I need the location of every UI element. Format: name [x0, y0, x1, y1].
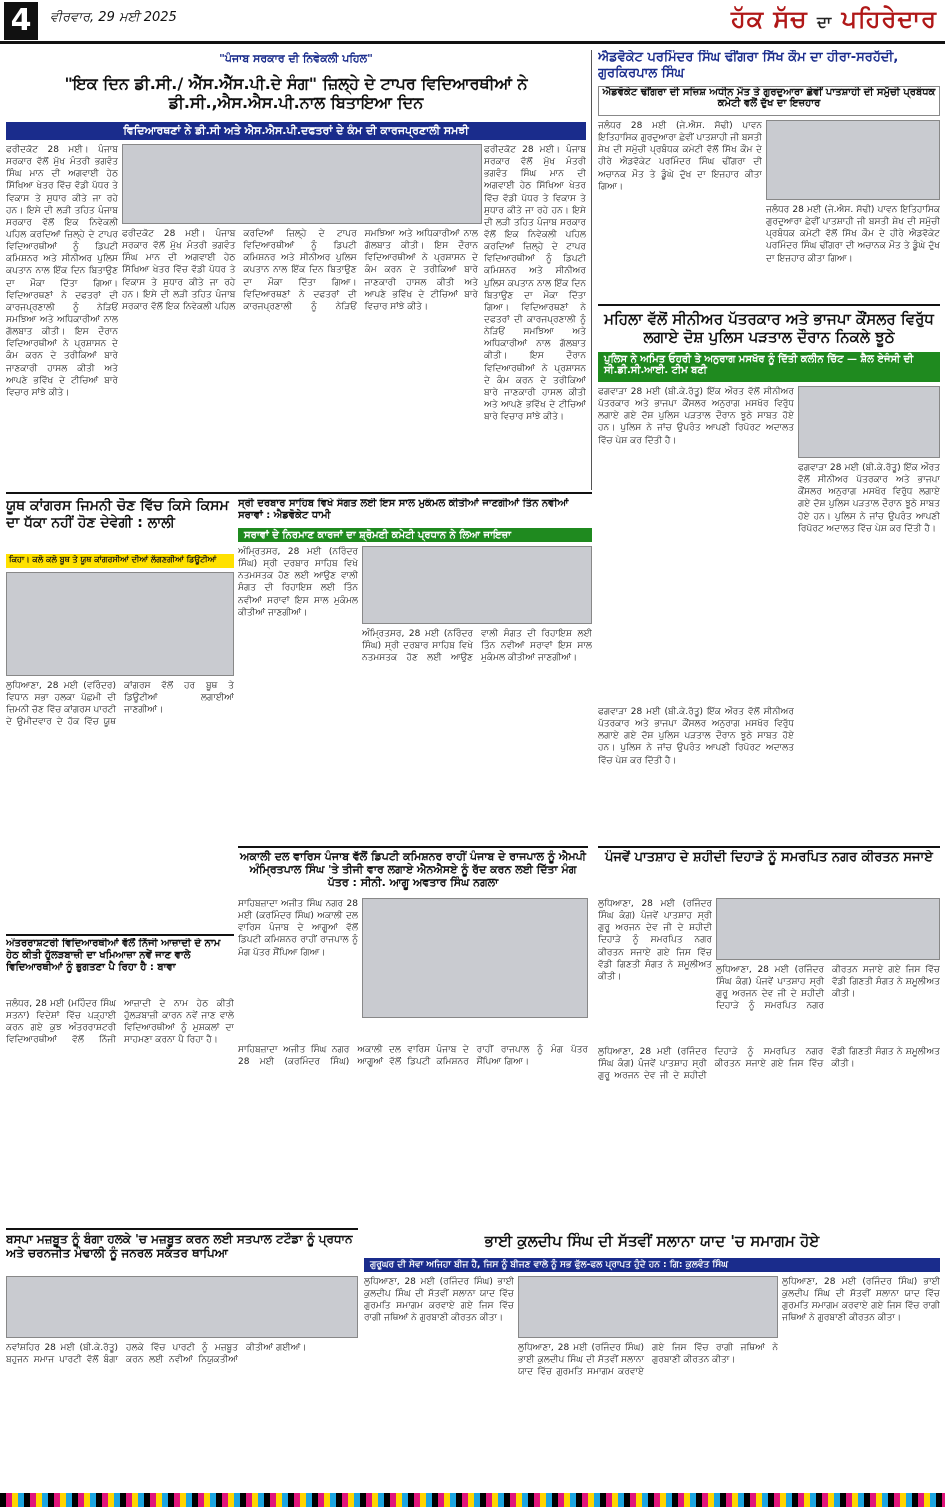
right-mid-strap: ਪੁਲਿਸ ਨੇ ਅਮਿਤ ਓਹਰੀ ਤੇ ਅਨੁਰਾਗ ਮਸਖੱਰ ਨੂੰ ਦਿੱਤੀ ਕਲੀਨ ਚਿੱਟ — ਸ਼ੈਲ ਏਜੰਸੀ ਦੀ ਸੀ.ਡੀ.ਸੀ.ਆਈ. ਟੀਮ ਬਣੀ: [598, 352, 940, 382]
right-mid-photo: [798, 386, 940, 458]
brand-logo: [731, 4, 937, 33]
akali-protest-photo: [362, 898, 588, 1018]
youth-congress-strap: ਕਿਹਾ। ਕਲੋ ਕਲੋ ਬੂਥ ਤੇ ਯੂਥ ਕਾਂਗਰਸੀਆਂ ਦੀਆਂ ਲੱਗਣਗੀਆਂ ਡਿਊਟੀਆਂ: [6, 554, 234, 568]
section-rule: [238, 846, 588, 848]
lead-strap: ਵਿਦਿਆਰਥਣਾਂ ਨੇ ਡੀ.ਸੀ ਅਤੇ ਐਸ.ਐਸ.ਪੀ.ਦਫਤਰਾਂ ਦੇ ਕੰਮ ਦੀ ਕਾਰਜਪ੍ਰਣਾਲੀ ਸਮਝੀ: [6, 122, 586, 140]
portraits-photo: [766, 120, 940, 200]
brand-part-c: ਪਹਿਰੇਦਾਰ: [841, 4, 937, 33]
right-top-strap: ਐਡਵੋਕੇਟ ਢੀਂਗਰਾ ਦੀ ਸਜ਼ਿਸ਼ ਅਧੀਨ ਮੌਤ ਤੇ ਗੁਰਦੁਆਰਾ ਛੇਵੀਂ ਪਾਤਸ਼ਾਹੀ ਦੀ ਸਮੁੱਚੀ ਪ੍ਰਬੰਧਕ ਕਮੇਟੀ ਵਲੋਂ ਦੁੱਖ ਦਾ ਇਜ਼ਹਾਰ: [598, 86, 940, 116]
akali-body-2: ਸਾਹਿਬਜ਼ਾਦਾ ਅਜੀਤ ਸਿੰਘ ਨਗਰ 28 ਮਈ (ਕਰਮਿੰਦਰ ਸਿੰਘ) ਅਕਾਲੀ ਦਲ ਵਾਰਿਸ ਪੰਜਾਬ ਦੇ ਆਗੂਆਂ ਵੱਲੋਂ ਡਿਪਟੀ ਕਮਿਸ਼ਨਰ ਰਾਹੀਂ ਰਾਜਪਾਲ ਨੂੰ ਮੰਗ ਪੱਤਰ ਸੌਂਪਿਆ ਗਿਆ।: [238, 1045, 588, 1068]
nagar-kirtan-headline: ਪੰਜਵੇਂ ਪਾਤਸ਼ਾਹ ਦੇ ਸ਼ਹੀਦੀ ਦਿਹਾੜੇ ਨੂੰ ਸਮਰਪਿਤ ਨਗਰ ਕੀਰਤਨ ਸਜਾਏ: [605, 850, 933, 865]
section-rule: [6, 1228, 358, 1230]
lead-body-col1: ਫਰੀਦਕੋਟ 28 ਮਈ। ਪੰਜਾਬ ਸਰਕਾਰ ਵੱਲੋਂ ਮੁੱਖ ਮੰਤਰੀ ਭਗਵੰਤ ਸਿੰਘ ਮਾਨ ਦੀ ਅਗਵਾਈ ਹੇਠ ਸਿੱਖਿਆ ਖੇਤਰ ਵਿੱਚ ਵੱਡੀ ਪੱਧਰ ਤੇ ਵਿਕਾਸ ਤੇ ਸੁਧਾਰ ਕੀਤੇ ਜਾ ਰਹੇ ਹਨ। ਇਸੇ ਦੀ ਲੜੀ ਤਹਿਤ ਪੰਜਾਬ ਸਰਕਾਰ ਵੱਲੋਂ ਇਕ ਨਿਵੇਕਲੀ ਪਹਿਲ ਕਰਦਿਆਂ ਜ਼ਿਲ੍ਹੇ ਦੇ ਟਾਪਰ ਵਿਦਿਆਰਥੀਆਂ ਨੂੰ ਡਿਪਟੀ ਕਮਿਸ਼ਨਰ ਅਤੇ ਸੀਨੀਅਰ ਪੁਲਿਸ ਕਪਤਾਨ ਨਾਲ ਇੱਕ ਦਿਨ ਬਿਤਾਉਣ ਦਾ ਮੌਕਾ ਦਿੱਤਾ ਗਿਆ। ਵਿਦਿਆਰਥਣਾਂ ਨੇ ਦਫਤਰਾਂ ਦੀ ਕਾਰਜਪ੍ਰਣਾਲੀ ਨੂੰ ਨੇੜਿਓਂ ਸਮਝਿਆ ਅਤੇ ਅਧਿਕਾਰੀਆਂ ਨਾਲ ਗੱਲਬਾਤ ਕੀਤੀ। ਇਸ ਦੌਰਾਨ ਵਿਦਿਆਰਥੀਆਂ ਨੇ ਪ੍ਰਸ਼ਾਸਨ ਦੇ ਕੰਮ ਕਰਨ ਦੇ ਤਰੀਕਿਆਂ ਬਾਰੇ ਜਾਣਕਾਰੀ ਹਾਸਲ ਕੀਤੀ ਅਤੇ ਆਪਣੇ ਭਵਿੱਖ ਦੇ ਟੀਚਿਆਂ ਬਾਰੇ ਵਿਚਾਰ ਸਾਂਝੇ ਕੀਤੇ।: [6, 145, 118, 398]
bsp-photo: [6, 1276, 358, 1338]
dateline: ਵੀਰਵਾਰ, 29 ਮਈ 2025: [50, 10, 177, 25]
lead-headline: "ਇਕ ਦਿਨ ਡੀ.ਸੀ./ ਐੱਸ.ਐੱਸ.ਪੀ.ਦੇ ਸੰਗ" ਜ਼ਿਲ੍ਹੇ ਦੇ ਟਾਪਰ ਵਿਦਿਆਰਥੀਆਂ ਨੇ ਡੀ.ਸੀ.,ਐਸ.ਐਸ.ਪੀ.ਨਾਲ ਬਿਤਾਇਆ ਦਿਨ: [64, 74, 528, 113]
kuldeep-headline: ਭਾਈ ਕੁਲਦੀਪ ਸਿੰਘ ਦੀ ਸੱਤਵੀਂ ਸਲਾਨਾ ਯਾਦ 'ਚ ਸਮਾਗਮ ਹੋਏ: [484, 1232, 820, 1250]
right-mid-body-3: ਫਗਵਾੜਾ 28 ਮਈ (ਬੀ.ਕੇ.ਰੱਤੂ) ਇੱਕ ਔਰਤ ਵੱਲੋਂ ਸੀਨੀਅਰ ਪੱਤਰਕਾਰ ਅਤੇ ਭਾਜਪਾ ਕੌਂਸਲਰ ਅਨੁਰਾਗ ਮਸਖੱਰ ਵਿਰੁੱਧ ਲਗਾਏ ਗਏ ਦੋਸ਼ ਪੁਲਿਸ ਪੜਤਾਲ ਦੌਰਾਨ ਝੂਠੇ ਸਾਬਤ ਹੋਏ ਹਨ। ਪੁਲਿਸ ਨੇ ਜਾਂਚ ਉਪਰੰਤ ਆਪਣੀ ਰਿਪੋਰਟ ਅਦਾਲਤ ਵਿੱਚ ਪੇਸ਼ ਕਰ ਦਿੱਤੀ ਹੈ।: [598, 707, 794, 766]
kuldeep-strap: ਗੁਰੂਘਰ ਦੀ ਸੇਵਾ ਅਜਿਹਾ ਬੀਜ ਹੈ, ਜਿਸ ਨੂੰ ਬੀਜਣ ਵਾਲੇ ਨੂੰ ਸਭ ਫੁੱਲ-ਫਲ ਪ੍ਰਾਪਤ ਹੁੰਦੇ ਹਨ : ਗਿ: ਕੁਲਵੰਤ ਸਿੰਘ: [364, 1258, 940, 1272]
nagar-kirtan-body: ਲੁਧਿਆਣਾ, 28 ਮਈ (ਰਜਿੰਦਰ ਸਿੰਘ ਕੰਗ) ਪੰਜਵੇਂ ਪਾਤਸ਼ਾਹ ਸ੍ਰੀ ਗੁਰੂ ਅਰਜਨ ਦੇਵ ਜੀ ਦੇ ਸ਼ਹੀਦੀ ਦਿਹਾੜੇ ਨੂੰ ਸਮਰਪਿਤ ਨਗਰ ਕੀਰਤਨ ਸਜਾਏ ਗਏ ਜਿਸ ਵਿੱਚ ਵੱਡੀ ਗਿਣਤੀ ਸੰਗਤ ਨੇ ਸ਼ਮੂਲੀਅਤ ਕੀਤੀ।: [598, 899, 712, 982]
youth-congress-photo: [6, 572, 234, 676]
right-top-headline: ਐਡਵੋਕੇਟ ਪਰਮਿੰਦਰ ਸਿੰਘ ਢੀਂਗਰਾ ਸਿੱਖ ਕੌਮ ਦਾ ਹੀਰਾ-ਸਰਹੱਦੀ, ਗੁਰਕਿਰਪਾਲ ਸਿੰਘ: [598, 50, 899, 81]
akali-headline: ਅਕਾਲੀ ਦਲ ਵਾਰਿਸ ਪੰਜਾਬ ਵੱਲੋਂ ਡਿਪਟੀ ਕਮਿਸ਼ਨਰ ਰਾਹੀਂ ਪੰਜਾਬ ਦੇ ਰਾਜਪਾਲ ਨੂੰ ਐਮਪੀ ਅੰਮ੍ਰਿਤਪਾਲ ਸਿੰਘ 'ਤੇ ਤੀਜੀ ਵਾਰ ਲਗਾਏ ਐਨਐਸਏ ਨੂੰ ਰੱਦ ਕਰਨ ਲਈ ਦਿੱਤਾ ਮੰਗ ਪੱਤਰ : ਸੀਨੀ. ਆਗੂ ਅਵਤਾਰ ਸਿੰਘ ਨਗਲਾ: [240, 850, 586, 890]
page-number: 4: [4, 2, 38, 40]
right-top-body: ਜਲੰਧਰ 28 ਮਈ (ਜੇ.ਐਸ. ਸੋਢੀ) ਪਾਵਨ ਇਤਿਹਾਸਿਕ ਗੁਰਦੁਆਰਾ ਛੇਵੀਂ ਪਾਤਸ਼ਾਹੀ ਜੀ ਬਸਤੀ ਸ਼ੇਖ ਦੀ ਸਮੁੱਚੀ ਪ੍ਰਬੰਧਕ ਕਮੇਟੀ ਵੱਲੋਂ ਸਿੱਖ ਕੌਮ ਦੇ ਹੀਰੇ ਐਡਵੋਕੇਟ ਪਰਮਿੰਦਰ ਸਿੰਘ ਢੀਂਗਰਾ ਦੀ ਅਚਾਨਕ ਮੌਤ ਤੇ ਡੂੰਘੇ ਦੁੱਖ ਦਾ ਇਜ਼ਹਾਰ ਕੀਤਾ ਗਿਆ।: [598, 121, 762, 192]
kuldeep-photo: [518, 1276, 778, 1338]
lead-kicker: "ਪੰਜਾਬ ਸਰਕਾਰ ਦੀ ਨਿਵੇਕਲੀ ਪਹਿਲ": [219, 52, 373, 65]
registration-color-bar: [0, 1493, 945, 1507]
column-divider: [591, 50, 592, 490]
students-body: ਜਲੰਧਰ, 28 ਮਈ (ਮਹਿੰਦਰ ਸਿੰਘ ਸਤਨਾ) ਵਿਦੇਸ਼ਾਂ ਵਿੱਚ ਪੜ੍ਹਾਈ ਕਰਨ ਗਏ ਕੁਝ ਅੰਤਰਰਾਸ਼ਟਰੀ ਵਿਦਿਆਰਥੀਆਂ ਵੱਲੋਂ ਨਿੱਜੀ ਆਜ਼ਾਦੀ ਦੇ ਨਾਮ ਹੇਠ ਕੀਤੀ ਹੁੱਲੜਬਾਜ਼ੀ ਕਾਰਨ ਨਵੇਂ ਜਾਣ ਵਾਲੇ ਵਿਦਿਆਰਥੀਆਂ ਨੂੰ ਮੁਸ਼ਕਲਾਂ ਦਾ ਸਾਹਮਣਾ ਕਰਨਾ ਪੈ ਰਿਹਾ ਹੈ।: [6, 999, 234, 1046]
section-rule: [598, 304, 940, 306]
nagar-kirtan-body-3: ਲੁਧਿਆਣਾ, 28 ਮਈ (ਰਜਿੰਦਰ ਸਿੰਘ ਕੰਗ) ਪੰਜਵੇਂ ਪਾਤਸ਼ਾਹ ਸ੍ਰੀ ਗੁਰੂ ਅਰਜਨ ਦੇਵ ਜੀ ਦੇ ਸ਼ਹੀਦੀ ਦਿਹਾੜੇ ਨੂੰ ਸਮਰਪਿਤ ਨਗਰ ਕੀਰਤਨ ਸਜਾਏ ਗਏ ਜਿਸ ਵਿੱਚ ਵੱਡੀ ਗਿਣਤੀ ਸੰਗਤ ਨੇ ਸ਼ਮੂਲੀਅਤ ਕੀਤੀ।: [716, 965, 940, 1012]
section-rule: [6, 492, 592, 494]
lead-body-col3: ਫਰੀਦਕੋਟ 28 ਮਈ। ਪੰਜਾਬ ਸਰਕਾਰ ਵੱਲੋਂ ਮੁੱਖ ਮੰਤਰੀ ਭਗਵੰਤ ਸਿੰਘ ਮਾਨ ਦੀ ਅਗਵਾਈ ਹੇਠ ਸਿੱਖਿਆ ਖੇਤਰ ਵਿੱਚ ਵੱਡੀ ਪੱਧਰ ਤੇ ਵਿਕਾਸ ਤੇ ਸੁਧਾਰ ਕੀਤੇ ਜਾ ਰਹੇ ਹਨ। ਇਸੇ ਦੀ ਲੜੀ ਤਹਿਤ ਪੰਜਾਬ ਸਰਕਾਰ ਵੱਲੋਂ ਇਕ ਨਿਵੇਕਲੀ ਪਹਿਲ ਕਰਦਿਆਂ ਜ਼ਿਲ੍ਹੇ ਦੇ ਟਾਪਰ ਵਿਦਿਆਰਥੀਆਂ ਨੂੰ ਡਿਪਟੀ ਕਮਿਸ਼ਨਰ ਅਤੇ ਸੀਨੀਅਰ ਪੁਲਿਸ ਕਪਤਾਨ ਨਾਲ ਇੱਕ ਦਿਨ ਬਿਤਾਉਣ ਦਾ ਮੌਕਾ ਦਿੱਤਾ ਗਿਆ। ਵਿਦਿਆਰਥਣਾਂ ਨੇ ਦਫਤਰਾਂ ਦੀ ਕਾਰਜਪ੍ਰਣਾਲੀ ਨੂੰ ਨੇੜਿਓਂ ਸਮਝਿਆ ਅਤੇ ਅਧਿਕਾਰੀਆਂ ਨਾਲ ਗੱਲਬਾਤ ਕੀਤੀ। ਇਸ ਦੌਰਾਨ ਵਿਦਿਆਰਥੀਆਂ ਨੇ ਪ੍ਰਸ਼ਾਸਨ ਦੇ ਕੰਮ ਕਰਨ ਦੇ ਤਰੀਕਿਆਂ ਬਾਰੇ ਜਾਣਕਾਰੀ ਹਾਸਲ ਕੀਤੀ ਅਤੇ ਆਪਣੇ ਭਵਿੱਖ ਦੇ ਟੀਚਿਆਂ ਬਾਰੇ ਵਿਚਾਰ ਸਾਂਝੇ ਕੀਤੇ।: [484, 145, 586, 423]
nagar-kirtan-body-2: ਲੁਧਿਆਣਾ, 28 ਮਈ (ਰਜਿੰਦਰ ਸਿੰਘ ਕੰਗ) ਪੰਜਵੇਂ ਪਾਤਸ਼ਾਹ ਸ੍ਰੀ ਗੁਰੂ ਅਰਜਨ ਦੇਵ ਜੀ ਦੇ ਸ਼ਹੀਦੀ ਦਿਹਾੜੇ ਨੂੰ ਸਮਰਪਿਤ ਨਗਰ ਕੀਰਤਨ ਸਜਾਏ ਗਏ ਜਿਸ ਵਿੱਚ ਵੱਡੀ ਗਿਣਤੀ ਸੰਗਤ ਨੇ ਸ਼ਮੂਲੀਅਤ ਕੀਤੀ।: [598, 1047, 940, 1082]
sri-darbar-strap: ਸਰਾਵਾਂ ਦੇ ਨਿਰਮਾਣ ਕਾਰਜਾਂ ਦਾ ਸ਼੍ਰੋਮਣੀ ਕਮੇਟੀ ਪ੍ਰਧਾਨ ਨੇ ਲਿਆ ਜਾਇਜ਼ਾ: [238, 528, 592, 542]
sri-darbar-headline: ਸ੍ਰੀ ਦਰਬਾਰ ਸਾਹਿਬ ਵਿਖੇ ਸੰਗਤ ਲਈ ਇਸ ਸਾਲ ਮੁਕੰਮਲ ਕੀਤੀਆਂ ਜਾਣਗੀਆਂ ਤਿੰਨ ਨਵੀਆਂ ਸਰਾਵਾਂ : ਐਡਵੋਕੇਟ ਧਾਮੀ: [238, 498, 569, 521]
brand-part-b: ਦਾ: [816, 13, 833, 31]
sri-darbar-body-2: ਅੰਮ੍ਰਿਤਸਰ, 28 ਮਈ (ਨਰਿੰਦਰ ਸਿੰਘ) ਸ੍ਰੀ ਦਰਬਾਰ ਸਾਹਿਬ ਵਿਖੇ ਨਤਮਸਤਕ ਹੋਣ ਲਈ ਆਉਣ ਵਾਲੀ ਸੰਗਤ ਦੀ ਰਿਹਾਇਸ਼ ਲਈ ਤਿੰਨ ਨਵੀਆਂ ਸਰਾਵਾਂ ਇਸ ਸਾਲ ਮੁਕੰਮਲ ਕੀਤੀਆਂ ਜਾਣਗੀਆਂ।: [362, 629, 592, 664]
bsp-body: ਨਵਾਂਸ਼ਹਿਰ 28 ਮਈ (ਬੀ.ਕੇ.ਰੱਤੂ) ਬਹੁਜਨ ਸਮਾਜ ਪਾਰਟੀ ਵੱਲੋਂ ਬੰਗਾ ਹਲਕੇ ਵਿੱਚ ਪਾਰਟੀ ਨੂੰ ਮਜ਼ਬੂਤ ਕਰਨ ਲਈ ਨਵੀਆਂ ਨਿਯੁਕਤੀਆਂ ਕੀਤੀਆਂ ਗਈਆਂ।: [6, 1343, 307, 1366]
lead-photo: [122, 144, 482, 224]
section-rule: [598, 846, 940, 848]
kuldeep-body-3: ਲੁਧਿਆਣਾ, 28 ਮਈ (ਰਜਿੰਦਰ ਸਿੰਘ) ਭਾਈ ਕੁਲਦੀਪ ਸਿੰਘ ਦੀ ਸੱਤਵੀਂ ਸਲਾਨਾ ਯਾਦ ਵਿੱਚ ਗੁਰਮਤਿ ਸਮਾਗਮ ਕਰਵਾਏ ਗਏ ਜਿਸ ਵਿੱਚ ਰਾਗੀ ਜਥਿਆਂ ਨੇ ਗੁਰਬਾਣੀ ਕੀਰਤਨ ਕੀਤਾ।: [782, 1277, 940, 1324]
akali-body: ਸਾਹਿਬਜ਼ਾਦਾ ਅਜੀਤ ਸਿੰਘ ਨਗਰ 28 ਮਈ (ਕਰਮਿੰਦਰ ਸਿੰਘ) ਅਕਾਲੀ ਦਲ ਵਾਰਿਸ ਪੰਜਾਬ ਦੇ ਆਗੂਆਂ ਵੱਲੋਂ ਡਿਪਟੀ ਕਮਿਸ਼ਨਰ ਰਾਹੀਂ ਰਾਜਪਾਲ ਨੂੰ ਮੰਗ ਪੱਤਰ ਸੌਂਪਿਆ ਗਿਆ।: [238, 899, 358, 958]
kuldeep-body: ਲੁਧਿਆਣਾ, 28 ਮਈ (ਰਜਿੰਦਰ ਸਿੰਘ) ਭਾਈ ਕੁਲਦੀਪ ਸਿੰਘ ਦੀ ਸੱਤਵੀਂ ਸਲਾਨਾ ਯਾਦ ਵਿੱਚ ਗੁਰਮਤਿ ਸਮਾਗਮ ਕਰਵਾਏ ਗਏ ਜਿਸ ਵਿੱਚ ਰਾਗੀ ਜਥਿਆਂ ਨੇ ਗੁਰਬਾਣੀ ਕੀਰਤਨ ਕੀਤਾ।: [364, 1277, 514, 1324]
students-headline: ਅੰਤਰਰਾਸ਼ਟਰੀ ਵਿਦਿਆਰਥੀਆਂ ਵੱਲੋਂ ਨਿੱਜੀ ਆਜ਼ਾਦੀ ਦੇ ਨਾਮ ਹੇਠ ਕੀਤੀ ਹੁੱਲੜਬਾਜ਼ੀ ਦਾ ਖਮਿਆਜ਼ਾ ਨਵੇਂ ਜਾਣ ਵਾਲੇ ਵਿਦਿਆਰਥੀਆਂ ਨੂੰ ਭੁਗਤਣਾ ਪੈ ਰਿਹਾ ਹੈ : ਬਾਵਾ: [6, 938, 221, 973]
youth-congress-headline: ਯੂਥ ਕਾਂਗਰਸ ਜਿਮਨੀ ਚੋਣ ਵਿੱਚ ਕਿਸੇ ਕਿਸਮ ਦਾ ਧੱਕਾ ਨਹੀਂ ਹੋਣ ਦੇਵੇਗੀ : ਲਾਲੀ: [6, 498, 229, 531]
nagar-kirtan-photo: [716, 898, 940, 960]
brand-part-a: ਹੱਕ ਸੱਚ: [730, 4, 808, 33]
section-rule: [6, 934, 234, 936]
right-mid-body: ਫਗਵਾੜਾ 28 ਮਈ (ਬੀ.ਕੇ.ਰੱਤੂ) ਇੱਕ ਔਰਤ ਵੱਲੋਂ ਸੀਨੀਅਰ ਪੱਤਰਕਾਰ ਅਤੇ ਭਾਜਪਾ ਕੌਂਸਲਰ ਅਨੁਰਾਗ ਮਸਖੱਰ ਵਿਰੁੱਧ ਲਗਾਏ ਗਏ ਦੋਸ਼ ਪੁਲਿਸ ਪੜਤਾਲ ਦੌਰਾਨ ਝੂਠੇ ਸਾਬਤ ਹੋਏ ਹਨ। ਪੁਲਿਸ ਨੇ ਜਾਂਚ ਉਪਰੰਤ ਆਪਣੀ ਰਿਪੋਰਟ ਅਦਾਲਤ ਵਿੱਚ ਪੇਸ਼ ਕਰ ਦਿੱਤੀ ਹੈ।: [598, 387, 794, 446]
right-mid-headline: ਮਹਿਲਾ ਵੱਲੋਂ ਸੀਨੀਅਰ ਪੱਤਰਕਾਰ ਅਤੇ ਭਾਜਪਾ ਕੌਂਸਲਰ ਵਿਰੁੱਧ ਲਗਾਏ ਦੋਸ਼ ਪੁਲਿਸ ਪੜਤਾਲ ਦੌਰਾਨ ਨਿਕਲੇ ਝੂਠੇ: [604, 310, 934, 346]
youth-congress-body: ਲੁਧਿਆਣਾ, 28 ਮਈ (ਵਰਿੰਦਰ) ਵਿਧਾਨ ਸਭਾ ਹਲਕਾ ਪੱਛਮੀ ਦੀ ਜ਼ਿਮਨੀ ਚੋਣ ਵਿੱਚ ਕਾਂਗਰਸ ਪਾਰਟੀ ਦੇ ਉਮੀਦਵਾਰ ਦੇ ਹੱਕ ਵਿੱਚ ਯੂਥ ਕਾਂਗਰਸ ਵੱਲੋਂ ਹਰ ਬੂਥ ਤੇ ਡਿਊਟੀਆਂ ਲਗਾਈਆਂ ਜਾਣਗੀਆਂ।: [6, 681, 234, 728]
right-mid-body-2: ਫਗਵਾੜਾ 28 ਮਈ (ਬੀ.ਕੇ.ਰੱਤੂ) ਇੱਕ ਔਰਤ ਵੱਲੋਂ ਸੀਨੀਅਰ ਪੱਤਰਕਾਰ ਅਤੇ ਭਾਜਪਾ ਕੌਂਸਲਰ ਅਨੁਰਾਗ ਮਸਖੱਰ ਵਿਰੁੱਧ ਲਗਾਏ ਗਏ ਦੋਸ਼ ਪੁਲਿਸ ਪੜਤਾਲ ਦੌਰਾਨ ਝੂਠੇ ਸਾਬਤ ਹੋਏ ਹਨ। ਪੁਲਿਸ ਨੇ ਜਾਂਚ ਉਪਰੰਤ ਆਪਣੀ ਰਿਪੋਰਟ ਅਦਾਲਤ ਵਿੱਚ ਪੇਸ਼ ਕਰ ਦਿੱਤੀ ਹੈ।: [798, 463, 940, 534]
right-top-body-2: ਜਲੰਧਰ 28 ਮਈ (ਜੇ.ਐਸ. ਸੋਢੀ) ਪਾਵਨ ਇਤਿਹਾਸਿਕ ਗੁਰਦੁਆਰਾ ਛੇਵੀਂ ਪਾਤਸ਼ਾਹੀ ਜੀ ਬਸਤੀ ਸ਼ੇਖ ਦੀ ਸਮੁੱਚੀ ਪ੍ਰਬੰਧਕ ਕਮੇਟੀ ਵੱਲੋਂ ਸਿੱਖ ਕੌਮ ਦੇ ਹੀਰੇ ਐਡਵੋਕੇਟ ਪਰਮਿੰਦਰ ਸਿੰਘ ਢੀਂਗਰਾ ਦੀ ਅਚਾਨਕ ਮੌਤ ਤੇ ਡੂੰਘੇ ਦੁੱਖ ਦਾ ਇਜ਼ਹਾਰ ਕੀਤਾ ਗਿਆ।: [766, 205, 940, 264]
sri-darbar-photo: [362, 546, 592, 624]
lead-header: [6, 52, 586, 122]
bsp-headline: ਬਸਪਾ ਮਜ਼ਬੂਤ ਨੂੰ ਬੰਗਾ ਹਲਕੇ 'ਚ ਮਜ਼ਬੂਤ ਕਰਨ ਲਈ ਸਤਪਾਲ ਟਟੌਡਾ ਨੂੰ ਪ੍ਰਧਾਨ ਅਤੇ ਚਰਨਜੀਤ ਮੰਢਾਲੀ ਨੂੰ ਜਨਰਲ ਸਕੱਤਰ ਥਾਪਿਆ: [6, 1232, 353, 1261]
kuldeep-body-2: ਲੁਧਿਆਣਾ, 28 ਮਈ (ਰਜਿੰਦਰ ਸਿੰਘ) ਭਾਈ ਕੁਲਦੀਪ ਸਿੰਘ ਦੀ ਸੱਤਵੀਂ ਸਲਾਨਾ ਯਾਦ ਵਿੱਚ ਗੁਰਮਤਿ ਸਮਾਗਮ ਕਰਵਾਏ ਗਏ ਜਿਸ ਵਿੱਚ ਰਾਗੀ ਜਥਿਆਂ ਨੇ ਗੁਰਬਾਣੀ ਕੀਰਤਨ ਕੀਤਾ।: [518, 1343, 778, 1378]
lead-body-col2: ਫਰੀਦਕੋਟ 28 ਮਈ। ਪੰਜਾਬ ਸਰਕਾਰ ਵੱਲੋਂ ਮੁੱਖ ਮੰਤਰੀ ਭਗਵੰਤ ਸਿੰਘ ਮਾਨ ਦੀ ਅਗਵਾਈ ਹੇਠ ਸਿੱਖਿਆ ਖੇਤਰ ਵਿੱਚ ਵੱਡੀ ਪੱਧਰ ਤੇ ਵਿਕਾਸ ਤੇ ਸੁਧਾਰ ਕੀਤੇ ਜਾ ਰਹੇ ਹਨ। ਇਸੇ ਦੀ ਲੜੀ ਤਹਿਤ ਪੰਜਾਬ ਸਰਕਾਰ ਵੱਲੋਂ ਇਕ ਨਿਵੇਕਲੀ ਪਹਿਲ ਕਰਦਿਆਂ ਜ਼ਿਲ੍ਹੇ ਦੇ ਟਾਪਰ ਵਿਦਿਆਰਥੀਆਂ ਨੂੰ ਡਿਪਟੀ ਕਮਿਸ਼ਨਰ ਅਤੇ ਸੀਨੀਅਰ ਪੁਲਿਸ ਕਪਤਾਨ ਨਾਲ ਇੱਕ ਦਿਨ ਬਿਤਾਉਣ ਦਾ ਮੌਕਾ ਦਿੱਤਾ ਗਿਆ। ਵਿਦਿਆਰਥਣਾਂ ਨੇ ਦਫਤਰਾਂ ਦੀ ਕਾਰਜਪ੍ਰਣਾਲੀ ਨੂੰ ਨੇੜਿਓਂ ਸਮਝਿਆ ਅਤੇ ਅਧਿਕਾਰੀਆਂ ਨਾਲ ਗੱਲਬਾਤ ਕੀਤੀ। ਇਸ ਦੌਰਾਨ ਵਿਦਿਆਰਥੀਆਂ ਨੇ ਪ੍ਰਸ਼ਾਸਨ ਦੇ ਕੰਮ ਕਰਨ ਦੇ ਤਰੀਕਿਆਂ ਬਾਰੇ ਜਾਣਕਾਰੀ ਹਾਸਲ ਕੀਤੀ ਅਤੇ ਆਪਣੇ ਭਵਿੱਖ ਦੇ ਟੀਚਿਆਂ ਬਾਰੇ ਵਿਚਾਰ ਸਾਂਝੇ ਕੀਤੇ।: [122, 229, 478, 312]
sri-darbar-body: ਅੰਮ੍ਰਿਤਸਰ, 28 ਮਈ (ਨਰਿੰਦਰ ਸਿੰਘ) ਸ੍ਰੀ ਦਰਬਾਰ ਸਾਹਿਬ ਵਿਖੇ ਨਤਮਸਤਕ ਹੋਣ ਲਈ ਆਉਣ ਵਾਲੀ ਸੰਗਤ ਦੀ ਰਿਹਾਇਸ਼ ਲਈ ਤਿੰਨ ਨਵੀਆਂ ਸਰਾਵਾਂ ਇਸ ਸਾਲ ਮੁਕੰਮਲ ਕੀਤੀਆਂ ਜਾਣਗੀਆਂ।: [238, 547, 358, 618]
masthead: [0, 0, 945, 44]
